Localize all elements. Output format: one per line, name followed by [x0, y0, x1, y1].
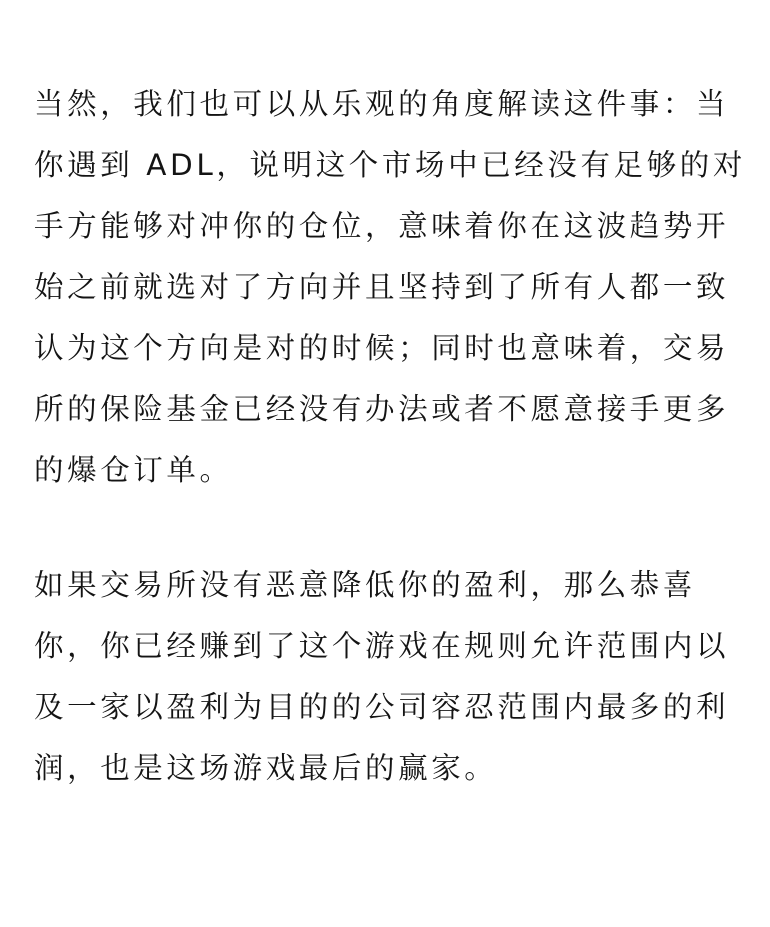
paragraph-line: 的爆仓订单。 — [34, 453, 233, 487]
paragraph-line: 手方能够对冲你的仓位，意味着你在这波趋势开 — [34, 209, 730, 243]
paragraph-line: 及一家以盈利为目的的公司容忍范围内最多的利 — [34, 690, 730, 724]
paragraph-adl-optimistic-view — [34, 74, 747, 501]
paragraph-line: 当然，我们也可以从乐观的角度解读这件事：当 — [34, 87, 730, 121]
paragraph-line: 你遇到 ADL，说明这个市场中已经没有足够的对 — [34, 148, 747, 182]
paragraph-line: 始之前就选对了方向并且坚持到了所有人都一致 — [34, 270, 730, 304]
paragraph-line: 认为这个方向是对的时候；同时也意味着，交易 — [34, 331, 730, 365]
paragraph-congratulations — [34, 555, 734, 799]
paragraph-line: 你，你已经赚到了这个游戏在规则允许范围内以 — [34, 629, 730, 663]
paragraph-line: 如果交易所没有恶意降低你的盈利，那么恭喜 — [34, 568, 697, 602]
paragraph-line: 所的保险基金已经没有办法或者不愿意接手更多 — [34, 392, 730, 426]
paragraph-line: 润，也是这场游戏最后的赢家。 — [34, 751, 498, 785]
